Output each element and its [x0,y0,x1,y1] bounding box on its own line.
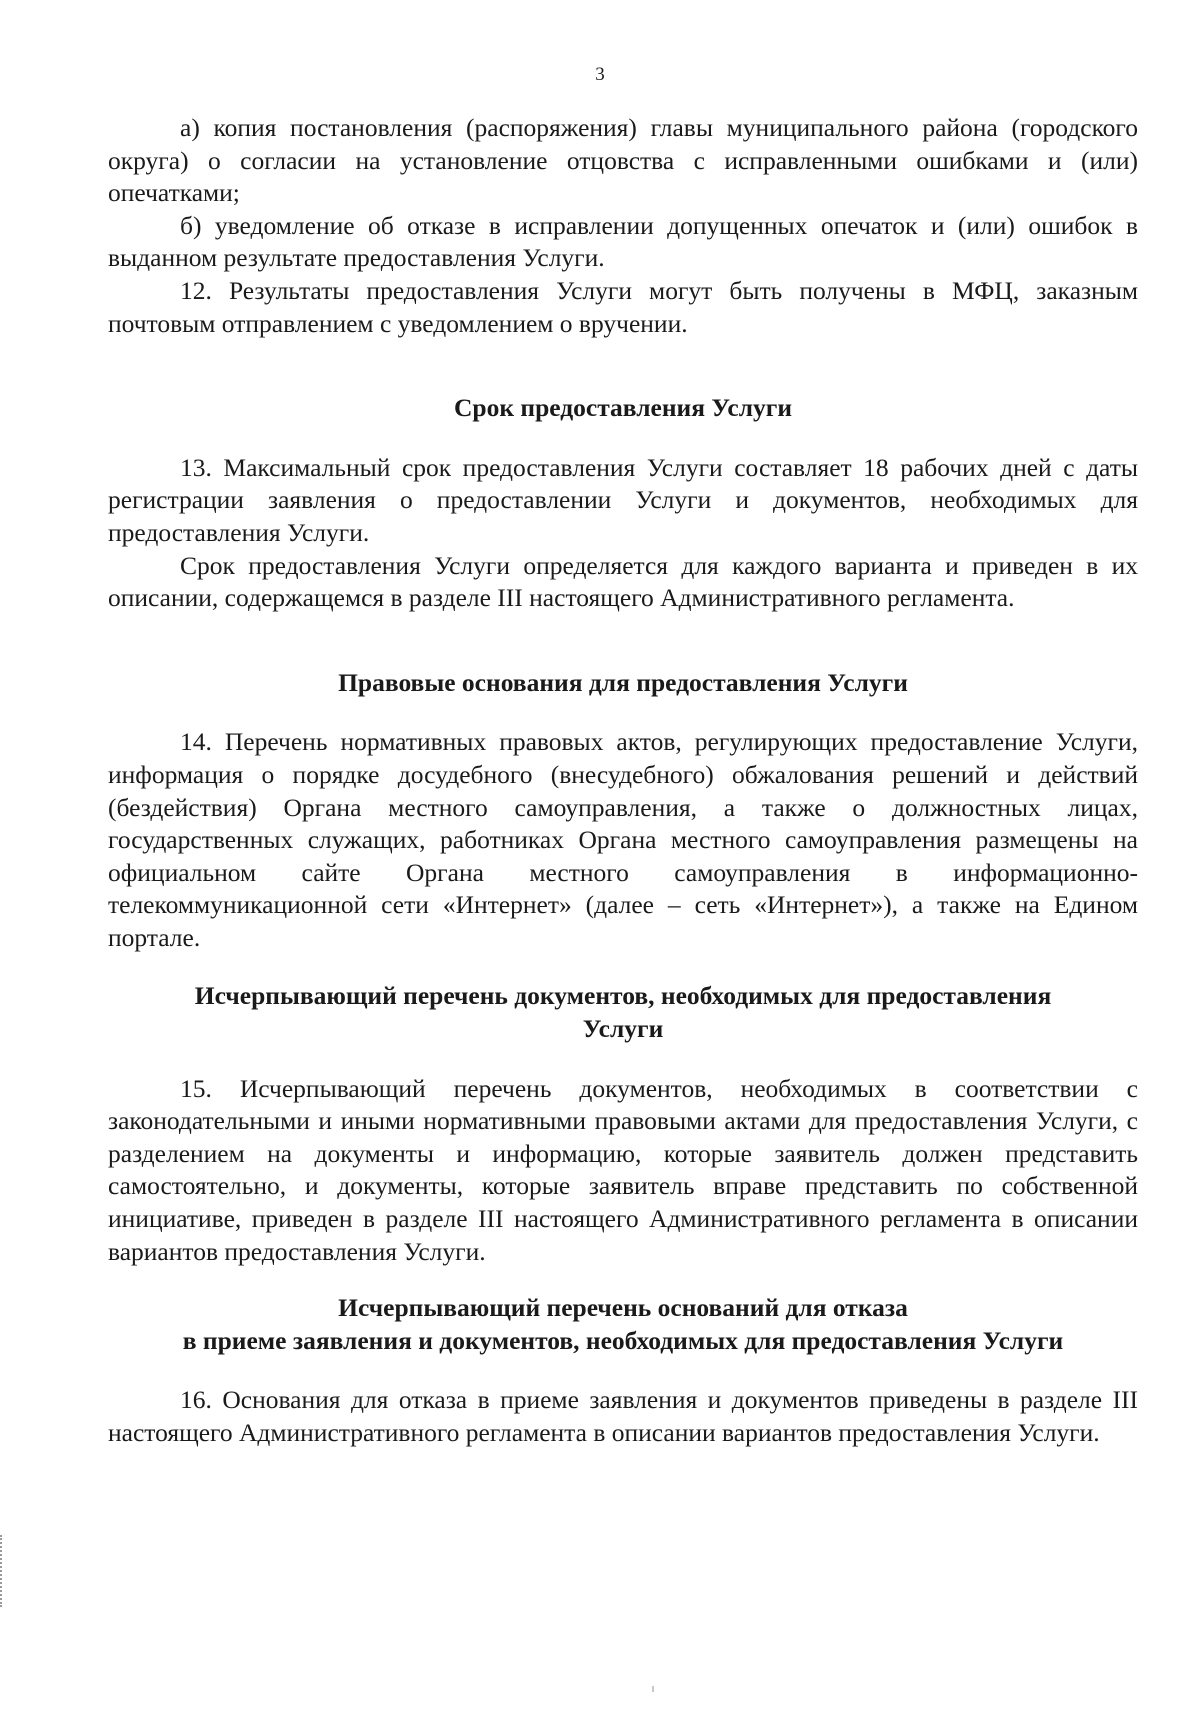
paragraph-14: 14. Перечень нормативных правовых актов, регулирующих предоставление Услуги, информация о порядке досудебного (внесудебного) обжалования решений и действий (бездействия) Органа местного самоуправления, а также о должностных лицах, государственных служащих, работниках Органа местного самоуправления размещены на официальном сайте Органа местного самоуправления в информационно-телекоммуникационной сети «Интернет» (далее – сеть «Интернет»), а также на Едином портале. [108,727,1138,952]
heading-legal-basis: Правовые основания для предоставления Услуги [338,667,908,697]
heading-documents-line-2: Услуги [582,1014,664,1044]
scan-edge-marks [0,1535,5,1607]
heading-refusal [108,1292,1138,1357]
paragraph-12: 12. Результаты предоставления Услуги могут быть получены в МФЦ, заказным почтовым отправлением с уведомлением о вручении. [108,275,1138,338]
scan-speck [652,1686,654,1692]
paragraph-15: 15. Исчерпывающий перечень документов, необходимых в соответствии с законодательными и иными нормативными правовыми актами для предоставления Услуги, с разделением на документы и информацию, которые заявитель должен представить самостоятельно, и документы, которые заявитель вправе представить по собственной инициативе, приведен в разделе III настоящего Административного регламента в описании вариантов предоставления Услуги. [108,1073,1138,1266]
paragraph-item-a: а) копия постановления (распоряжения) главы муниципального района (городского округа) о согласии на установление отцовства с исправленными ошибками и (или) опечатками; [108,113,1138,208]
document-body [108,112,1138,1450]
paragraph-16: 16. Основания для отказа в приеме заявления и документов приведены в разделе III настоящего Административного регламента в описании вариантов предоставления Услуги. [108,1385,1138,1447]
page-number: 3 [595,64,605,85]
paragraph-13-continued: Срок предоставления Услуги определяется для каждого варианта и приведен в их описании, содержащемся в разделе III настоящего Административного регламента. [108,550,1138,613]
heading-term: Срок предоставления Услуги [453,393,793,423]
heading-refusal-line-2: в приеме заявления и документов, необходимых для предоставления Услуги [182,1325,1064,1355]
heading-documents-line-1: Исчерпывающий перечень документов, необходимых для предоставления [194,981,1052,1011]
heading-documents [108,980,1138,1045]
paragraph-13: 13. Максимальный срок предоставления Услуги составляет 18 рабочих дней с даты регистрации заявления о предоставлении Услуги и документов, необходимых для предоставления Услуги. [108,452,1138,547]
heading-refusal-line-1: Исчерпывающий перечень оснований для отказа [338,1293,908,1323]
paragraph-item-b: б) уведомление об отказе в исправлении допущенных опечаток и (или) ошибок в выданном результате предоставления Услуги. [108,210,1138,273]
